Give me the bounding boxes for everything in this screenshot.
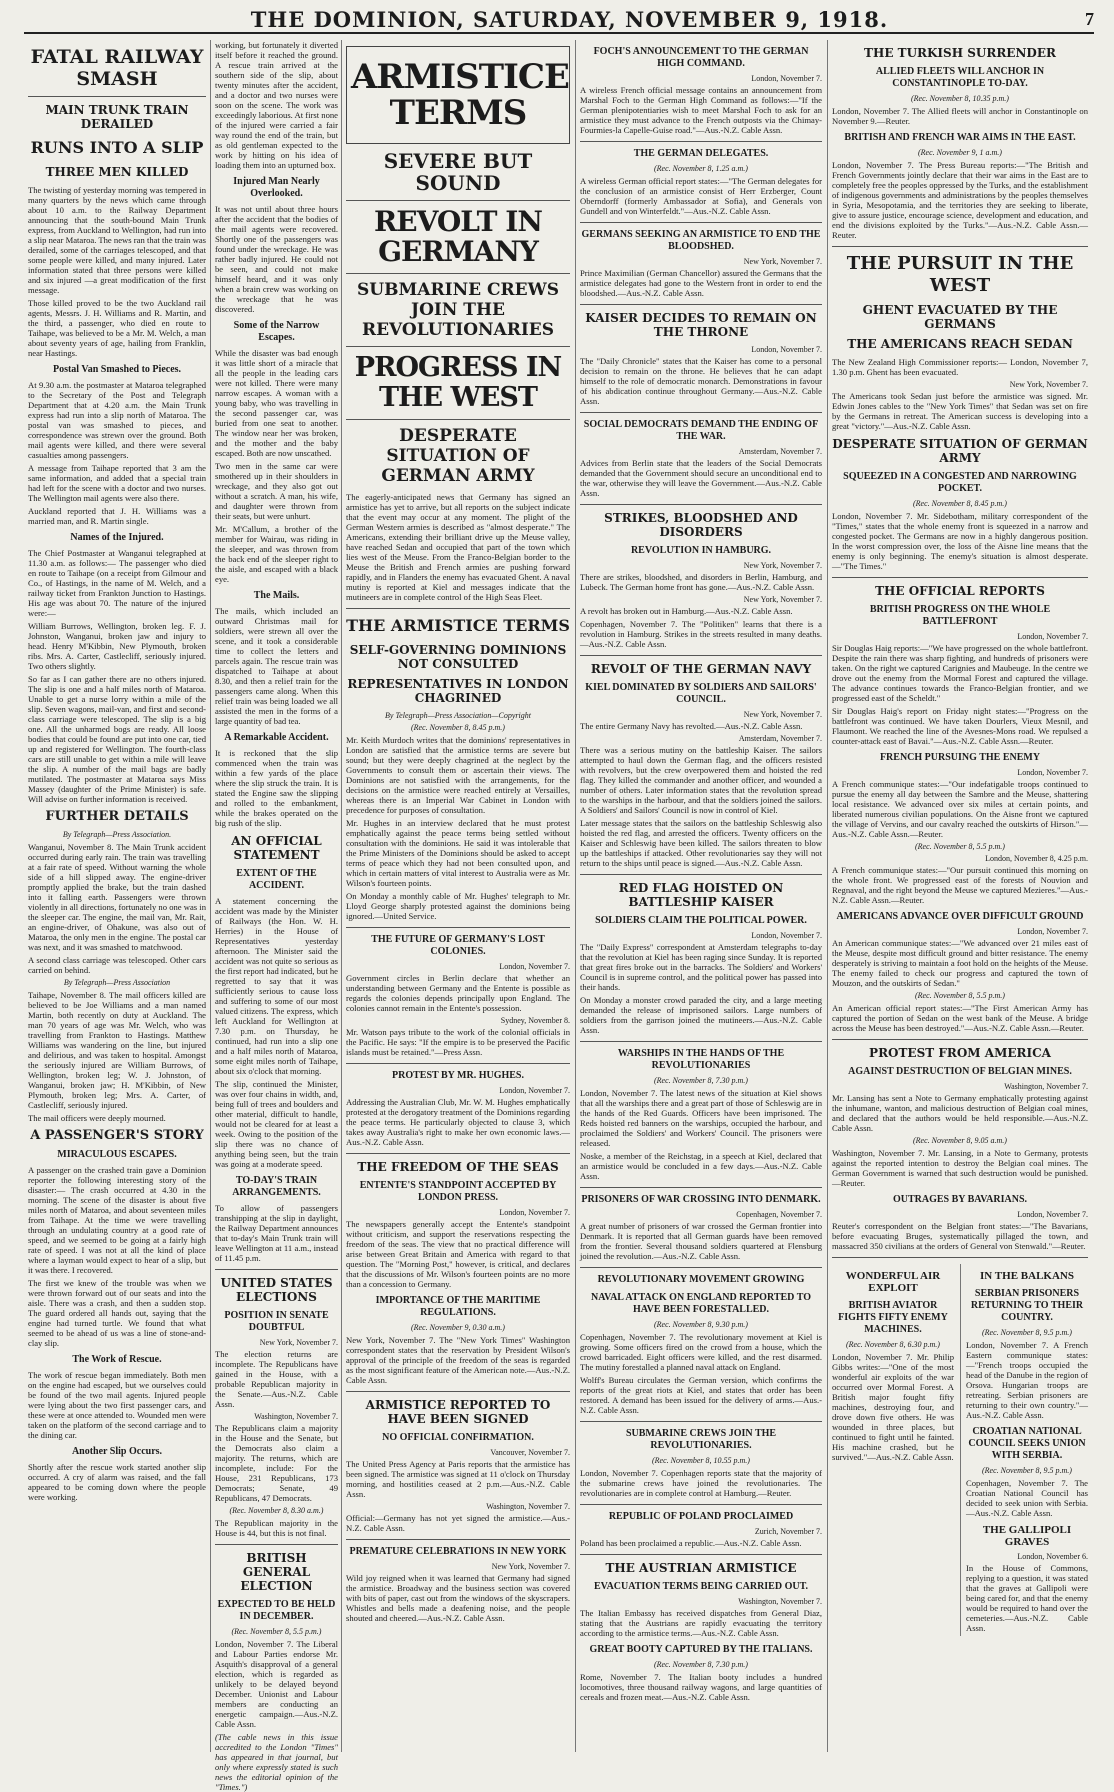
divider xyxy=(580,1504,822,1505)
divider xyxy=(832,1257,1088,1258)
section-head: WONDERFUL AIR EXPLOIT xyxy=(845,1270,941,1294)
column-1 xyxy=(28,40,206,1752)
paragraph: It was not until about three hours after the accident that the bodies of the mail agents were recovered. Shortly one of the passengers was found under the wreckage. He was rather badly injured. He could not be seen, and could not make himself heard, and it was only when a brain crew was working on the wreckage that he was discovered. xyxy=(215,204,338,314)
dateline: Copenhagen, November 7. xyxy=(736,1210,822,1219)
paragraph: A wireless German official report states:—"The German delegates for the conclusion of an armistice consist of Herr Erzberger, Count Oberndorff (formerly Ambassador at Sofia), and Generals von Gundell and von Winterfeldt."—Aus.-N.Z. Cable Assn. xyxy=(580,176,822,216)
dateline: (Rec. November 8, 9.5 p.m.) xyxy=(982,1328,1072,1337)
paragraph: The New Zealand High Commissioner reports:— London, November 7, 1.30 p.m. Ghent has been evacuated. xyxy=(832,357,1088,377)
subheadline: THREE MEN KILLED xyxy=(45,165,189,179)
section-head: NAVAL ATTACK ON ENGLAND REPORTED TO HAVE BEEN FORESTALLED. xyxy=(591,1292,811,1315)
paragraph: Copenhagen, November 7. The revolutionary movement at Kiel is growing. Some officers fired on the crowd from a house, which the crowd barricaded. Eight officers were killed, and the rest disarmed. The mutiny forestalled a planned naval attack on England. xyxy=(580,1332,822,1372)
divider xyxy=(580,222,822,223)
paragraph: Later message states that the sailors on the battleship Schleswig also hoisted the red flag, and arrested the officers. Twenty officers on the Kaiser and Schleswig have been killed. The sailors threaten to blow up the battleships if attacked. Other revolutionaries say they will not return to the ships until peace is signed.—Aus.-N.Z. Cable Assn. xyxy=(580,818,822,868)
main-headline: ARMISTICE TERMS xyxy=(351,57,569,133)
section-head: THE GALLIPOLI GRAVES xyxy=(982,1524,1072,1548)
section-head: PROTEST BY MR. HUGHES. xyxy=(392,1070,524,1081)
paragraph: A statement concerning the accident was made by the Minister of Railways (the Hon. W. H. Herries) in the House of Representatives yesterday afternoon. The Minister said the accident was not quite so serious as the first report had indicated, but he regretted to say that it was sufficiently serious to cause loss and suffering to some of our most valued citizens. The express, which left Auckland for Wellington at 7.30 p.m. on Thursday, he continued, had run into a slip one and a half miles north of Mataroa, some eight miles north of Taihape, about six o'clock that morning. xyxy=(215,896,338,1076)
paragraph: Those killed proved to be the two Auckland rail agents, Messrs. J. H. Williams and R. Martin, and the third, a passenger, who died en route to Taihape, was believed to be a Mr. M. Welch, a man about seventy years of age, hailing from Franklin, near Hastings. xyxy=(28,298,206,358)
paragraph: The "Daily Express" correspondent at Amsterdam telegraphs to-day that the revolution at Kiel has been raging since Sunday. It is reported that great fires broke out in the barracks. The Soldiers' and Workers' Council is in supreme control, and the political power has passed into their hands. xyxy=(580,942,822,992)
section-head: SQUEEZED IN A CONGESTED AND NARROWING POCKET. xyxy=(843,471,1077,494)
column-5 xyxy=(832,40,1088,1752)
paragraph: Washington, November 7. Mr. Lansing, in a Note to Germany, protests against the reported intention to destroy the Belgian coal mines. The German Government is warned that such destruction would be punished.—Reuter. xyxy=(832,1148,1088,1188)
dateline: By Telegraph—Press Association—Copyright xyxy=(385,711,531,720)
paragraph: At 9.30 a.m. the postmaster at Mataroa telegraphed to the Secretary of the Post and Telegraph Department that at 4.20 a.m. the Main Trunk express had run into a slip north of Mataroa. The postal van was smashed to pieces, and correspondence was strewn over the ground. Both mail agents were killed, and there were several casualties among passengers. xyxy=(28,380,206,460)
divider xyxy=(346,1539,570,1540)
section-head: BRITISH AND FRENCH WAR AIMS IN THE EAST. xyxy=(844,132,1076,143)
subheadline: THE AMERICANS REACH SEDAN xyxy=(847,337,1073,351)
paragraph: A great number of prisoners of war crossed the German frontier into Denmark. It is reported that all German guards have been removed from the frontier. Several thousand soldiers quartered at Flensburg joined the revolution.—Aus.-N.Z. Cable Assn. xyxy=(580,1221,822,1261)
divider xyxy=(580,1187,822,1188)
paragraph: Poland has been proclaimed a republic.—Aus.-N.Z. Cable Assn. xyxy=(580,1538,802,1548)
dateline: New York, November 7. xyxy=(743,710,822,719)
divider xyxy=(346,346,570,347)
section-head: TO-DAY'S TRAIN ARRANGEMENTS. xyxy=(232,1175,321,1198)
dateline: (Rec. November 8, 8.45 p.m.) xyxy=(411,723,505,732)
divider xyxy=(580,1554,822,1555)
dateline: New York, November 7. xyxy=(491,1562,570,1571)
paragraph: Government circles in Berlin declare that whether an understanding between Germany and the Entente is possible as regards the colonies depends principally upon England. The colonies cannot remain in the Entente's possession. xyxy=(346,973,570,1013)
headline: AN OFFICIAL STATEMENT xyxy=(231,834,322,862)
column-rule xyxy=(575,40,576,1752)
paragraph: London, November 7. The Press Bureau reports:—"The British and French Governments jointly declare that their war aims in the East are to completely free the peoples oppressed by the Turks, and the establishment of indigenous governments and administrations by the peoples themselves in Syria, Mesopotamia, and the territories they are seeking to liberate, give to assure justice, encourage science, development and education, and end the divisions exploited by the Turks."—Aus.-N.Z. Cable Assn.—Reuter. xyxy=(832,160,1088,240)
editorial-note: (The cable news in this issue accredited to the London "Times" has appeared in that journal, but only where expressly stated is such news the editorial opinion of the "Times.") xyxy=(215,1732,338,1792)
section-head: REVOLUTION IN HAMBURG. xyxy=(630,545,772,556)
section-head: THE FUTURE OF GERMANY'S LOST COLONIES. xyxy=(371,934,545,957)
dateline: (Rec. November 8, 9.30 p.m.) xyxy=(654,1320,748,1329)
column-rule xyxy=(827,40,828,1752)
paragraph: The entire Germany Navy has revolted.—Aus.-N.Z. Cable Assn. xyxy=(580,721,803,731)
section-head: MIRACULOUS ESCAPES. xyxy=(57,1149,177,1160)
dateline: (Rec. November 9, 0.30 a.m.) xyxy=(411,1323,505,1332)
headline: STRIKES, BLOODSHED AND DISORDERS xyxy=(604,511,798,539)
section-head: AGAINST DESTRUCTION OF BELGIAN MINES. xyxy=(848,1066,1072,1077)
paragraph: In the House of Commons, replying to a question, it was stated that the graves at Gallipoli were being cared for, and that the enemy would be required to hand over the cemeteries.—Aus.-N.Z. Cable Assn. xyxy=(966,1563,1088,1633)
paragraph: So far as I can gather there are no others injured. The slip is one and a half miles north of Mataroa. Unable to get a nurse lorry within a mile of the slip. Seven wagons, mail-van, and first and second-class carriage were telescoped. The slip is a big one. All the unharmed bogs are ready. All loose bodies that could be found are put into one car, tied up and registered for Wellington. The fourth-class cars are still unable to get within a mile will leave the slip. A number of the mail bags are badly mutilated. The postmaster at Mataroa says Miss Massey (daughter of the Prime Minister) is safe. Will advise on further information is received. xyxy=(28,674,206,804)
divider xyxy=(580,1267,822,1268)
dateline: (Rec. November 8, 7.30 p.m.) xyxy=(654,1076,748,1085)
paragraph: The Republicans claim a majority in the House and the Senate, but the Democrats also claim a majority. The returns, which are incomplete, include: For the House, 231 Republicans, 173 Democrats; Senate, 49 Republicans, 47 Democrats. xyxy=(215,1423,338,1503)
dateline: (Rec. November 8, 6.30 p.m.) xyxy=(846,1340,940,1349)
section-head: SERBIAN PRISONERS RETURNING TO THEIR COUNTRY. xyxy=(970,1288,1084,1323)
column-2 xyxy=(215,40,338,1792)
dateline: Sydney, November 8. xyxy=(500,1016,570,1025)
section-head: REVOLUTIONARY MOVEMENT GROWING xyxy=(597,1274,805,1285)
paragraph: Official:—Germany has not yet signed the armistice.—Aus.-N.Z. Cable Assn. xyxy=(346,1513,570,1533)
section-head: WARSHIPS IN THE HANDS OF THE REVOLUTIONARIES xyxy=(617,1048,785,1071)
dateline: Amsterdam, November 7. xyxy=(738,447,822,456)
paragraph: London, November 7. Mr. Sidebotham, military correspondent of the "Times," states that the whole enemy front is squeezed in a narrow and congested pocket. The Germans are now in a highly dangerous position. In the worst compression over, the loss of the Aisne line means that the enemy is only beginning. The enemy's situation is almost desperate.—"The Times." xyxy=(832,511,1088,571)
masthead-title: THE DOMINION, SATURDAY, NOVEMBER 9, 1918. xyxy=(250,6,889,32)
paragraph: The slip, continued the Minister, was over four chains in width, and, being full of trees and boulders and other material, difficult to handle, would not be cleared for at least a week. Owing to the position of the slip there was no chance of anything being seen, but the train was going at a moderate speed. xyxy=(215,1079,338,1169)
dateline: London, November 7. xyxy=(751,74,822,83)
paragraph: The work of rescue began immediately. Both men on the engine had escaped, but we ourselves could be found of the two mail agents. Injured people were lying about the two first passenger cars, and these were at once attended to. Wounded men were taken on the platform of the second carriage and to the dining car. xyxy=(28,1370,206,1440)
divider xyxy=(215,1544,338,1545)
dateline: London, November 7. xyxy=(499,1208,570,1217)
dateline: New York, November 7. xyxy=(743,257,822,266)
paragraph: Mr. Keith Murdoch writes that the dominions' representatives in London are satisfied that the armistice terms are severe but sound; but they were deeply chagrined at the neglect by the Governments to consult them or ascertain their views. The Dominions are not satisfied with the arrangements, for the decisions on the armistice were reached entirely at Versailles, whereas there is an Imperial War Cabinet in London with precedence for purposes of consultation. xyxy=(346,735,570,815)
dateline: (Rec. November 8, 5.5 p.m.) xyxy=(231,1627,322,1636)
paragraph: On Monday a monster crowd paraded the city, and a large meeting demanded the release of imprisoned sailors. Large numbers of soldiers from the garrison joined the mutineers.—Aus.-N.Z. Cable Assn. xyxy=(580,995,822,1035)
section-head: Names of the Injured. xyxy=(70,532,164,543)
dateline: London, November 7. xyxy=(751,931,822,940)
dateline: (Rec. November 8, 9.05 a.m.) xyxy=(913,1136,1007,1145)
paragraph: Mr. Lansing has sent a Note to Germany emphatically protesting against the inhumane, wanton, and malicious destruction of Belgian coal mines, and declared that the authors would be held responsible.—Aus.-N.Z. Cable Assn. xyxy=(832,1093,1088,1133)
paragraph: A revolt has broken out in Hamburg.—Aus.-N.Z. Cable Assn. xyxy=(580,606,793,616)
dateline: Washington, November 7. xyxy=(1004,1082,1088,1091)
divider xyxy=(580,141,822,142)
dateline: London, November 7. xyxy=(499,962,570,971)
main-headline-box xyxy=(346,46,570,144)
headline: SUBMARINE CREWS JOIN THE REVOLUTIONARIES xyxy=(357,280,559,340)
headline: SEVERE BUT SOUND xyxy=(383,149,533,195)
paragraph: The election returns are incomplete. The Republicans have gained in the House, with a probable Republican majority in the Senate.—Aus.-N.Z. Cable Assn. xyxy=(215,1349,338,1409)
headline: FURTHER DETAILS xyxy=(45,809,189,824)
dateline: London, November 7. xyxy=(751,345,822,354)
section-head: IN THE BALKANS xyxy=(980,1270,1074,1282)
paragraph: A message from Taihape reported that 3 am the same information, and added that a special train had left for the scene with a doctor and two nurses. The Wellington mail agents were also there. xyxy=(28,463,206,503)
dateline: (Rec. November 8, 7.30 p.m.) xyxy=(654,1660,748,1669)
paragraph: It is reckoned that the slip commenced when the train was within a few yards of the place where the slip struck the train. It is stated the Engine saw the slipping and rolled to the embankment, while the brakes operated on the big rush of the slip. xyxy=(215,748,338,828)
paragraph: The Americans took Sedan just before the armistice was signed. Mr. Edwin Jones cables to the "New York Times" that Sedan was set on fire by the Germans in retreat. The American success is developing into a great "victory."—Aus.-N.Z. Cable Assn. xyxy=(832,391,1088,431)
paragraph: There was a serious mutiny on the battleship Kaiser. The sailors attempted to haul down the German flag, and the officers resisted with revolvers, but the crew overpowered them and hoisted the red flag. They killed the commander and another officer, and wounded a number of others. Later information states that the revolution spread to the warships in the harbour, and that the soldiers joined the sailors. A Soldiers' and Sailors' Council is now in control of Kiel. xyxy=(580,745,822,815)
paragraph: London, November 7. Mr. Philip Gibbs writes:—"One of the most wonderful air exploits of the war occurred over Mormal Forest. A British major fought fifty machines, destroying four, and drove down five others. He was wounded in three places, but continued to fight until he fainted. His machine crashed, but he survived."—Aus.-N.Z. Cable Assn. xyxy=(832,1352,954,1462)
section-head: Some of the Narrow Escapes. xyxy=(233,320,320,343)
subheadline: RUNS INTO A SLIP xyxy=(30,138,204,157)
subheadline: REPRESENTATIVES IN LONDON CHAGRINED xyxy=(347,677,569,705)
bottom-split xyxy=(832,1264,1088,1636)
dateline: London, November 7. xyxy=(1017,632,1088,641)
paragraph: A wireless French official message contains an announcement from Marshal Foch to the German High Command as follows:—"If the German plenipotentiaries wish to meet Marshal Foch to ask for an armistice they must advance to the French outposts via the Chimay-Fourmies-la Capelle-Guise road."—Aus.-N.Z. Cable Assn. xyxy=(580,85,822,135)
paragraph: The first we knew of the trouble was when we were thrown forward out of our seats and into the aisle. There was a crash, and then a sudden stop. The guard ordered all hands out, saying that the engine had turned turtle. We found that what seemed to be ahead of us was a line of stone-and-clay slip. xyxy=(28,1278,206,1348)
paragraph: Shortly after the rescue work started another slip occurred. A cry of alarm was raised, and the fall appeared to be coming down where the people were working. xyxy=(28,1462,206,1502)
dateline: (Rec. November 8, 1.25 a.m.) xyxy=(654,164,748,173)
paragraph: Rome, November 7. The Italian booty includes a hundred locomotives, three thousand railway wagons, and large quantities of cereals and frozen meat.—Aus.-N.Z. Cable Assn. xyxy=(580,1672,822,1702)
paragraph: A French communique states:—"Our indefatigable troops continued to pursue the enemy all day between the Sambre and the Meuse, shattering local resistance. We advanced over six miles at certain points, and liberated numerous civilian populations. On the Aisne front we captured the village of Vervins, and our cavalry reached the outskirts of Hirson."—Aus.-N.Z. Cable Assn.—Reuter. xyxy=(832,779,1088,839)
dateline: (Rec. November 8, 8.30 a.m.) xyxy=(229,1506,324,1515)
dateline: (Rec. November 8, 5.5 p.m.) xyxy=(915,842,1005,851)
headline: THE PURSUIT IN THE WEST xyxy=(846,253,1074,296)
dateline: (Rec. November 8, 10.35 p.m.) xyxy=(911,94,1009,103)
section-head: CROATIAN NATIONAL COUNCIL SEEKS UNION WITH SERBIA. xyxy=(968,1426,1086,1461)
paragraph: London, November 7. The latest news of the situation at Kiel shows that all the warships there and a great part of those of Schleswig are in the hands of the Red Guards. Officers have been imprisoned. The Reds hoisted red banners on the warships, occupied the harbour, and proclaimed the Soldiers' and Workers' Council. The prisoners were released. xyxy=(580,1088,822,1148)
paragraph: Sir Douglas Haig's report on Friday night states:—"Progress on the battlefront was continued. We have taken Dourlers, Vieux Mesnil, and Flaumont. We reached the line of the Avesnes-Mons road. We repulsed a counter-attack east of Bavai."—Aus.-N.Z. Cable Assn.—Reuter. xyxy=(832,706,1088,746)
section-head: ENTENTE'S STANDPOINT ACCEPTED BY LONDON PRESS. xyxy=(359,1180,557,1203)
dateline: (Rec. November 9, 1 a.m.) xyxy=(918,148,1002,157)
headline: PROTEST FROM AMERICA xyxy=(869,1046,1051,1060)
paragraph: The "Daily Chronicle" states that the Kaiser has come to a personal decision to remain on the throne. He believes that he can adapt himself to the role of democratic monarch. Demonstrations in favour of his abdication continue throughout Germany.—Aus.-N.Z. Cable Assn. xyxy=(580,356,822,406)
section-head: Injured Man Nearly Overlooked. xyxy=(233,176,320,199)
paragraph: The United Press Agency at Paris reports that the armistice has been signed. The armistice was signed at 11 o'clock on Thursday morning, and hostilities ceased at 2 p.m.—Aus.-N.Z. Cable Assn. xyxy=(346,1459,570,1499)
paragraph: The mails, which included an outward Christmas mail for soldiers, were strewn all over the scene, and it took a considerable time to collect the letters and parcels again. The rescue train was dispatched to Taihape at about 8.30, and then a relief train for the passengers came along. When this relief train was being loaded we all assisted the men in the forms of a large quantity of bad tea. xyxy=(215,606,338,726)
section-head: FRENCH PURSUING THE ENEMY xyxy=(879,752,1041,763)
paragraph: working, but fortunately it diverted itself before it reached the ground. A rescue train arrived at the southern side of the slip, about twenty minutes after the accident, and a doctor and two nurses were soon on the scene. The work was exceedingly laborious. At first none of the injured were carried a fair way round the end of the train, but as old gentleman expected to the work by hitting on his idea of loading them into an upturned box. xyxy=(215,40,338,170)
dateline: Washington, November 7. xyxy=(486,1502,570,1511)
headline: KAISER DECIDES TO REMAIN ON THE THRONE xyxy=(585,311,817,339)
column-4 xyxy=(580,40,822,1752)
section-head: Postal Van Smashed to Pieces. xyxy=(52,364,182,375)
section-head: NO OFFICIAL CONFIRMATION. xyxy=(382,1432,534,1443)
divider xyxy=(580,1421,822,1422)
paragraph: Taihape, November 8. The mail officers killed are believed to be Joe Williams and a man named Martin, both recently on duty at Auckland. The man 70 years of age was Mr. Welch, who was travelling from Frankton to Hastings. Matthew Williams was wandering on the line, but injured and delirious, and was taken to hospital. Amongst the seriously injured are William Burrows, of Wellington, broken leg; W. J. Johnston, of Wanganui, broken jaw; H. M'Kibbin, of New Plymouth, broken leg; Mrs. A. Carter, of Castlecliff, seriously injured. xyxy=(28,990,206,1110)
paragraph: The twisting of yesterday morning was tempered in many quarters by the news which came through about 10 a.m. to the Railway Department announcing that the south-bound Main Trunk express, from Auckland to Wellington, had run into a slip near Mataroa. The news ran that the train was derailed, some of the carriages telescoped, and that some people were killed, and many injured. Later information stated that three persons were killed and six injured —a great modification of the first message. xyxy=(28,185,206,295)
dateline: New York, November 7. xyxy=(743,595,822,604)
section-head: OUTRAGES BY BAVARIANS. xyxy=(892,1194,1028,1205)
headline: THE FREEDOM OF THE SEAS xyxy=(357,1160,559,1174)
headline: DESPERATE SITUATION OF GERMAN ARMY xyxy=(832,437,1088,465)
dateline: (Rec. November 8, 8.45 p.m.) xyxy=(913,499,1007,508)
dateline: Zurich, November 7. xyxy=(754,1527,822,1536)
divider xyxy=(346,419,570,420)
balkans-story xyxy=(960,1264,1088,1636)
divider xyxy=(832,577,1088,578)
section-head: GREAT BOOTY CAPTURED BY THE ITALIANS. xyxy=(589,1644,813,1655)
divider xyxy=(832,1039,1088,1040)
section-head: ALLIED FLEETS WILL ANCHOR IN CONSTANTINOPLE TO-DAY. xyxy=(875,66,1045,89)
section-head: SOCIAL DEMOCRATS DEMAND THE ENDING OF THE WAR. xyxy=(583,419,819,442)
divider xyxy=(346,273,570,274)
dateline: Washington, November 7. xyxy=(738,1597,822,1606)
column-rule xyxy=(210,40,211,1752)
paragraph: On Monday a monthly cable of Mr. Hughes' telegraph to Mr. Lloyd George sharply protested against the dominions being ignored.—United Service. xyxy=(346,891,570,921)
section-head: SOLDIERS CLAIM THE POLITICAL POWER. xyxy=(595,915,807,926)
section-head: SUBMARINE CREWS JOIN THE REVOLUTIONARIES. xyxy=(625,1428,777,1451)
section-head: Another Slip Occurs. xyxy=(71,1446,163,1457)
dateline: By Telegraph—Press Association. xyxy=(62,830,172,839)
divider xyxy=(580,504,822,505)
section-head: FOCH'S ANNOUNCEMENT TO THE GERMAN HIGH COMMAND. xyxy=(593,46,809,69)
masthead xyxy=(24,6,1094,34)
divider xyxy=(346,608,570,609)
divider xyxy=(346,927,570,928)
divider xyxy=(346,1391,570,1392)
paragraph: A French communique states:—"Our pursuit continued this morning on the whole front. We progressed east of the forests of Nouvion and Regnaval, and the right beyond the Meuse we captured Mezieres."—Aus.-N.Z. Cable Assn.—Reuter. xyxy=(832,865,1088,905)
headline: PROGRESS IN THE WEST xyxy=(354,352,562,413)
dateline: London, November 7. xyxy=(499,1086,570,1095)
paragraph: A passenger on the crashed train gave a Dominion reporter the following interesting story of the disaster:— The crash occurred at 4.30 in the morning. The scene of the disaster is about five miles north of Mataroa, and about seventeen miles from Taihape. At the time we were travelling through an undulating country at a good rate of speed, and we seemed to be going at a fairly high rate of speed. I was not at all the kind of place where a layman would expect to hear of a slip, but it was there. I recovered. xyxy=(28,1165,206,1275)
dateline: London, November 7. xyxy=(1017,1210,1088,1219)
paragraph: The Chief Postmaster at Wanganui telegraphed at 11.30 a.m. as follows:— The passenger who died en route to Taihape (on a receipt from Gilmour and Co., of Hastings, in the name of M. Welch, and a railway ticket from Frankton Junction to Hastings. His age was about 70. The nature of the injured were:— xyxy=(28,548,206,618)
dateline: London, November 7. xyxy=(1017,927,1088,936)
paragraph: Noske, a member of the Reichstag, in a speech at Kiel, declared that an armistice would be concluded in a few days.—Aus.-N.Z. Cable Assn. xyxy=(580,1151,822,1181)
headline: ARMISTICE REPORTED TO HAVE BEEN SIGNED xyxy=(365,1398,551,1426)
divider xyxy=(580,1041,822,1042)
column-rule xyxy=(341,40,342,1752)
dateline: By Telegraph—Press Association xyxy=(63,978,171,987)
dateline: (Rec. November 8, 10.55 p.m.) xyxy=(652,1456,750,1465)
paragraph: Advices from Berlin state that the leaders of the Social Democrats demanded that the Government should secure an unconditional end to the war, otherwise they will leave the Government.—Aus.-N.Z. Cable Assn. xyxy=(580,458,822,498)
headline: A PASSENGER'S STORY xyxy=(30,1128,204,1143)
subheadline: GHENT EVACUATED BY THE GERMANS xyxy=(862,303,1058,331)
air-exploit-story xyxy=(832,1264,954,1636)
section-head: PREMATURE CELEBRATIONS IN NEW YORK xyxy=(349,1546,567,1557)
section-head: EVACUATION TERMS BEING CARRIED OUT. xyxy=(593,1581,809,1592)
paragraph: Auckland reported that J. H. Williams was a married man, and R. Martin single. xyxy=(28,506,206,526)
dateline: (Rec. November 8, 9.5 p.m.) xyxy=(982,1466,1072,1475)
headline: RED FLAG HOISTED ON BATTLESHIP KAISER xyxy=(618,881,784,909)
subheadline: SELF-GOVERNING DOMINIONS NOT CONSULTED xyxy=(349,643,567,671)
section-head: EXTENT OF THE ACCIDENT. xyxy=(236,868,317,891)
headline: UNITED STATES ELECTIONS xyxy=(220,1276,333,1304)
paragraph: Copenhagen, November 7. The "Politiken" learns that there is a revolution in Hamburg. Strikes in the streets resulted in many deaths.—Aus.-N.Z. Cable Assn. xyxy=(580,619,822,649)
section-head: BRITISH PROGRESS ON THE WHOLE BATTLEFRONT xyxy=(869,604,1051,627)
paragraph: Copenhagen, November 7. The Croatian National Council has decided to seek union with Serbia.—Aus.-N.Z. Cable Assn. xyxy=(966,1478,1088,1518)
page-number: 7 xyxy=(1085,8,1094,29)
paragraph: Wild joy reigned when it was learned that Germany had signed the armistice. Broadway and the business section was covered with bits of paper, cast out from the windows of the skyscrapers. Whistles and bells made a deafening noise, and the people shouted and cheered.—Aus.-N.Z. Cable Assn. xyxy=(346,1573,570,1623)
paragraph: Prince Maximilian (German Chancellor) assured the Germans that the armistice delegates had gone to the Western front in order to end the bloodshed.—Aus.-N.Z. Cable Assn. xyxy=(580,268,822,298)
paragraph: Sir Douglas Haig reports:—"We have progressed on the whole battlefront. Despite the rain there was sharp fighting, and hundreds of prisoners were taken. On the right we captured Carignies and Maubeuge. In the centre we drove out the enemy from the Mormal Forest and captured the village. The advance continues towards the Franco-Belgian frontier, and we progressed east of the Scheldt." xyxy=(832,643,1088,703)
divider xyxy=(580,304,822,305)
paragraph: Mr. Hughes in an interview declared that he must protest emphatically against the peace terms being settled without consultation with the dominions. He said it was intolerable that the Prime Ministers of the Dominions should be asked to accept terms of peace which they had not been consulted upon, and which in certain matters of vital interest to Australia were as Mr. Wilson's fourteen points. xyxy=(346,818,570,888)
headline: REVOLT IN GERMANY xyxy=(374,205,542,268)
headline: FATAL RAILWAY SMASH xyxy=(30,46,204,90)
dateline: (Rec. November 8, 5.5 p.m.) xyxy=(915,991,1005,1000)
divider xyxy=(580,412,822,413)
subheadline: MAIN TRUNK TRAIN DERAILED xyxy=(45,103,189,131)
dateline: Washington, November 7. xyxy=(254,1412,338,1421)
headline: THE TURKISH SURRENDER xyxy=(864,46,1056,60)
section-head: EXPECTED TO BE HELD IN DECEMBER. xyxy=(217,1599,336,1622)
paragraph: London, November 7. The Liberal and Labour Parties endorse Mr. Asquith's disapproval of a general election, which is regarded as unlikely to be delayed beyond December. Unionist and Labour members are conducting an energetic campaign.—Aus.-N.Z. Cable Assn. xyxy=(215,1639,338,1729)
headline: REVOLT OF THE GERMAN NAVY xyxy=(590,662,812,676)
divider xyxy=(832,246,1088,247)
dateline: New York, November 7. xyxy=(743,561,822,570)
paragraph: The Italian Embassy has received dispatches from General Diaz, stating that the Austrians are rapidly evacuating the territory according to the armistice terms.—Aus.-N.Z. Cable Assn. xyxy=(580,1608,822,1638)
paragraph: Wanganui, November 8. The Main Trunk accident occurred during early rain. The train was travelling at a fair rate of speed. Without warning the whole side of a hill slipped away. The engine-driver promptly applied the brake, but the train dashed into it falling earth. Passengers were thrown violently in all directions, fortunately no one was in the sleeper car. The engine, the mail van, Mr. Rait, an engine-driver, of Ohakune, was also out of Mataroa, the only men in the engine. The postal car was next, and it was smashed to matchwood. xyxy=(28,842,206,952)
paragraph: The Republican majority in the House is 44, but this is not final. xyxy=(215,1518,338,1538)
section-head: A Remarkable Accident. xyxy=(224,732,329,743)
paragraph: William Burrows, Wellington, broken leg. F. J. Johnston, Wanganui, broken jaw and injury to head. Henry M'Kibbin, New Plymouth, broken ribs. Mrs. A. Carter, Castlecliff, seriously injured. Two others slightly. xyxy=(28,621,206,671)
dateline: London, November 6. xyxy=(1017,1552,1088,1561)
section-head: The Mails. xyxy=(253,590,300,601)
section-head: BRITISH AVIATOR FIGHTS FIFTY ENEMY MACHINES. xyxy=(838,1300,948,1335)
section-head: THE GERMAN DELEGATES. xyxy=(633,148,769,159)
section-head: IMPORTANCE OF THE MARITIME REGULATIONS. xyxy=(375,1295,541,1318)
paragraph: The newspapers generally accept the Entente's standpoint without criticism, and support the reservations respecting the freedom of the seas. The view that no practical difference will arise between Great Britain and America with regard to that question. The "Morning Post," however, is critical, and declares that the discussions of Mr. Wilson's fourteen points are no more than a concession to Germany. xyxy=(346,1219,570,1289)
paragraph: London, November 7. Copenhagen reports state that the majority of the submarine crews have joined the revolutionaries. The revolutionaries are in complete control at Hamburg.—Reuter. xyxy=(580,1468,822,1498)
divider xyxy=(580,655,822,656)
headline: THE OFFICIAL REPORTS xyxy=(875,584,1045,598)
dateline: Amsterdam, November 7. xyxy=(738,734,822,743)
paragraph: There are strikes, bloodshed, and disorders in Berlin, Hamburg, and Lubeck. The German home front has gone.—Aus.-N.Z. Cable Assn. xyxy=(580,572,822,592)
paragraph: A second class carriage was telescoped. Other cars carried on behind. xyxy=(28,955,206,975)
paragraph: To allow of passengers transhipping at the slip in daylight, the Railway Department announces that to-day's Main Trunk train will leave Wellington at 11 a.m., instead of 11.45 p.m. xyxy=(215,1203,338,1263)
section-head: The Work of Rescue. xyxy=(72,1354,162,1365)
paragraph: The mail officers were deeply mourned. xyxy=(28,1113,166,1123)
paragraph: Two men in the same car were smothered up in their shoulders in wreckage, and they also got out without a scratch. A man, his wife, and daughter were thrown from their seats, but were unhurt. xyxy=(215,461,338,521)
headline: BRITISH GENERAL ELECTION xyxy=(240,1551,313,1593)
section-head: KIEL DOMINATED BY SOLDIERS AND SAILORS' COUNCIL. xyxy=(585,682,817,705)
section-head: AMERICANS ADVANCE OVER DIFFICULT GROUND xyxy=(836,911,1084,922)
paragraph: London, November 7. A French Eastern communique states:—"French troops occupied the head of the Danube in the region of Orsova. Hungarian troops are retreating. Serbian prisoners are returning to their own country."—Aus.-N.Z. Cable Assn. xyxy=(966,1340,1088,1420)
paragraph: An American communique states:—"We advanced over 21 miles east of the Meuse, despite most difficult ground and bitter resistance. The enemy desperately is striving to maintain a foot hold on the heights of the Meuse. The enemy failed to check our progress and captured the town of Mouzon, and the outskirts of Sedan." xyxy=(832,938,1088,988)
divider xyxy=(580,874,822,875)
paragraph: Wolff's Bureau circulates the German version, which confirms the reports of the great riots at Kiel, and states that order has been restored. A demand has been issued for the delivery of arms.—Aus.-N.Z. Cable Assn. xyxy=(580,1375,822,1415)
dateline: New York, November 7. xyxy=(1009,380,1088,389)
divider xyxy=(346,200,570,201)
paragraph: Mr. M'Callum, a brother of the member for Wairau, was riding in the sleeper, and was thrown from the back end of the sleeper right to the aisle, and escaped with a black eye. xyxy=(215,524,338,584)
paragraph: An American official report states:—"The First American Army has captured the portion of Sedan on the west bank of the Meuse. A bridge across the Meuse has been destroyed."—Aus.-N.Z. Cable Assn.—Reuter. xyxy=(832,1003,1088,1033)
section-head: POSITION IN SENATE DOUBTFUL xyxy=(224,1310,329,1333)
divider xyxy=(346,1153,570,1154)
column-3 xyxy=(346,40,570,1752)
paragraph: While the disaster was bad enough it was little short of a miracle that all the people in the leading cars were not killed. There were many narrow escapes. A woman with a young baby, who was travelling in the second passenger car, was buried from one seat to another. The window near her was broken, and the mother and the baby escaped. Both are now unscathed. xyxy=(215,348,338,458)
dateline: London, November 8, 4.25 p.m. xyxy=(985,854,1088,863)
section-head: REPUBLIC OF POLAND PROCLAIMED xyxy=(608,1511,794,1522)
section-head: PRISONERS OF WAR CROSSING INTO DENMARK. xyxy=(581,1194,821,1205)
divider xyxy=(215,1269,338,1270)
paragraph: London, November 7. The Allied fleets will anchor in Constantinople on November 9.—Reuter. xyxy=(832,106,1088,126)
paragraph: New York, November 7. The "New York Times" Washington correspondent states that the reservation by President Wilson's approval of the principle of the freedom of the seas is regarded as the most significant feature of the American note.—Aus.-N.Z. Cable Assn. xyxy=(346,1335,570,1385)
paragraph: Mr. Watson pays tribute to the work of the colonial officials in the Pacific. He says: "If the empire is to be preserved the Pacific islands must be retained."—Press Assn. xyxy=(346,1027,570,1057)
divider xyxy=(346,1063,570,1064)
dateline: New York, November 7. xyxy=(259,1338,338,1347)
divider xyxy=(28,96,206,97)
dateline: London, November 7. xyxy=(1017,768,1088,777)
headline: THE AUSTRIAN ARMISTICE xyxy=(605,1561,797,1575)
paragraph: The eagerly-anticipated news that Germany has signed an armistice has yet to arrive, but all reports on the subject indicate that the event may occur at any moment. The plight of the German Western armies is described as "almost desperate." The Americans, extending their brilliant drive up the Meuse valley, have reached Sedan and occupied that part of the town which lies west of the Meuse. From the Franco-Belgian border to the Meuse the British and French armies are pushing forward rapidly, and in Flanders the enemy has evacuated Ghent. A naval mutiny is reported at Kiel and messages indicate that the mutineers are in complete control of the High Seas Fleet. xyxy=(346,492,570,602)
paragraph: Reuter's correspondent on the Belgian front states:—"The Bavarians, before evacuating Bruges, systematically pillaged the town, and massacred 350 civilians at the orders of General von Stenwald."—Reuter. xyxy=(832,1221,1088,1251)
headline: THE ARMISTICE TERMS xyxy=(346,616,570,635)
paragraph: Addressing the Australian Club, Mr. W. M. Hughes emphatically protested at the derogatory treatment of the Dominions regarding the peace terms. He particularly objected to clause 3, which takes away Australia's right to make her own economic laws.—Aus.-N.Z. Cable Assn. xyxy=(346,1097,570,1147)
headline: DESPERATE SITUATION OF GERMAN ARMY xyxy=(381,426,535,486)
section-head: GERMANS SEEKING AN ARMISTICE TO END THE BLOODSHED. xyxy=(581,229,821,252)
dateline: Vancouver, November 7. xyxy=(490,1448,570,1457)
